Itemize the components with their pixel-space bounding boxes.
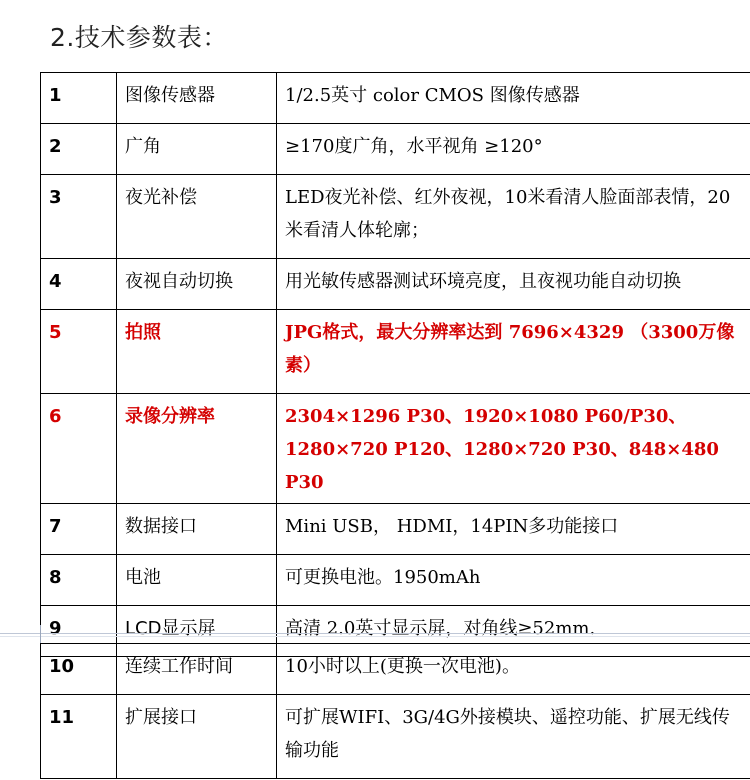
param-value: 10小时以上(更换一次电池)。 <box>277 644 750 695</box>
param-name: 夜光补偿 <box>117 175 277 259</box>
param-value: LED夜光补偿、红外夜视，10米看清人脸面部表情，20米看清人体轮廓； <box>277 175 750 259</box>
row-number: 3 <box>41 175 117 259</box>
table-row <box>41 175 750 259</box>
spec-table-continued <box>40 643 750 779</box>
param-value: ≥170度广角，水平视角 ≥120° <box>277 124 750 175</box>
param-value: 高清 2.0英寸显示屏，对角线≥52mm. <box>277 606 750 657</box>
param-name: 录像分辨率 <box>117 394 277 504</box>
param-value: 可更换电池。1950mAh <box>277 555 750 606</box>
param-name: 广角 <box>117 124 277 175</box>
table-row <box>41 73 750 124</box>
table-row <box>41 504 750 555</box>
table-row <box>41 124 750 175</box>
row-number: 7 <box>41 504 117 555</box>
param-name: LCD显示屏 <box>117 606 277 657</box>
table-row <box>41 695 750 779</box>
param-value: 用光敏传感器测试环境亮度，且夜视功能自动切换 <box>277 259 750 310</box>
row-number: 11 <box>41 695 117 779</box>
table-row <box>41 644 750 695</box>
row-number: 2 <box>41 124 117 175</box>
param-name: 图像传感器 <box>117 73 277 124</box>
section-heading: 2.技术参数表： <box>50 23 228 52</box>
row-number: 4 <box>41 259 117 310</box>
param-value: Mini USB， HDMI，14PIN多功能接口 <box>277 504 750 555</box>
param-value: 2304×1296 P30、1920×1080 P60/P30、1280×720 P120、1280×720 P30、848×480 P30 <box>277 394 750 504</box>
param-name: 电池 <box>117 555 277 606</box>
param-value: 1/2.5英寸 color CMOS 图像传感器 <box>277 73 750 124</box>
row-number: 10 <box>41 644 117 695</box>
row-number: 9 <box>41 606 117 657</box>
param-value: JPG格式，最大分辨率达到 7696×4329 （3300万像素） <box>277 310 750 394</box>
param-name: 扩展接口 <box>117 695 277 779</box>
param-name: 数据接口 <box>117 504 277 555</box>
table-row <box>41 555 750 606</box>
spec-table <box>40 72 750 657</box>
table-row <box>41 259 750 310</box>
param-name: 连续工作时间 <box>117 644 277 695</box>
row-number: 5 <box>41 310 117 394</box>
table-row <box>41 310 750 394</box>
param-value: 可扩展WIFI、3G/4G外接模块、遥控功能、扩展无线传输功能 <box>277 695 750 779</box>
param-name: 拍照 <box>117 310 277 394</box>
page-corner-mark <box>40 625 49 643</box>
page-break-divider <box>0 633 750 637</box>
row-number: 1 <box>41 73 117 124</box>
row-number: 8 <box>41 555 117 606</box>
table-row <box>41 394 750 504</box>
row-number: 6 <box>41 394 117 504</box>
param-name: 夜视自动切换 <box>117 259 277 310</box>
